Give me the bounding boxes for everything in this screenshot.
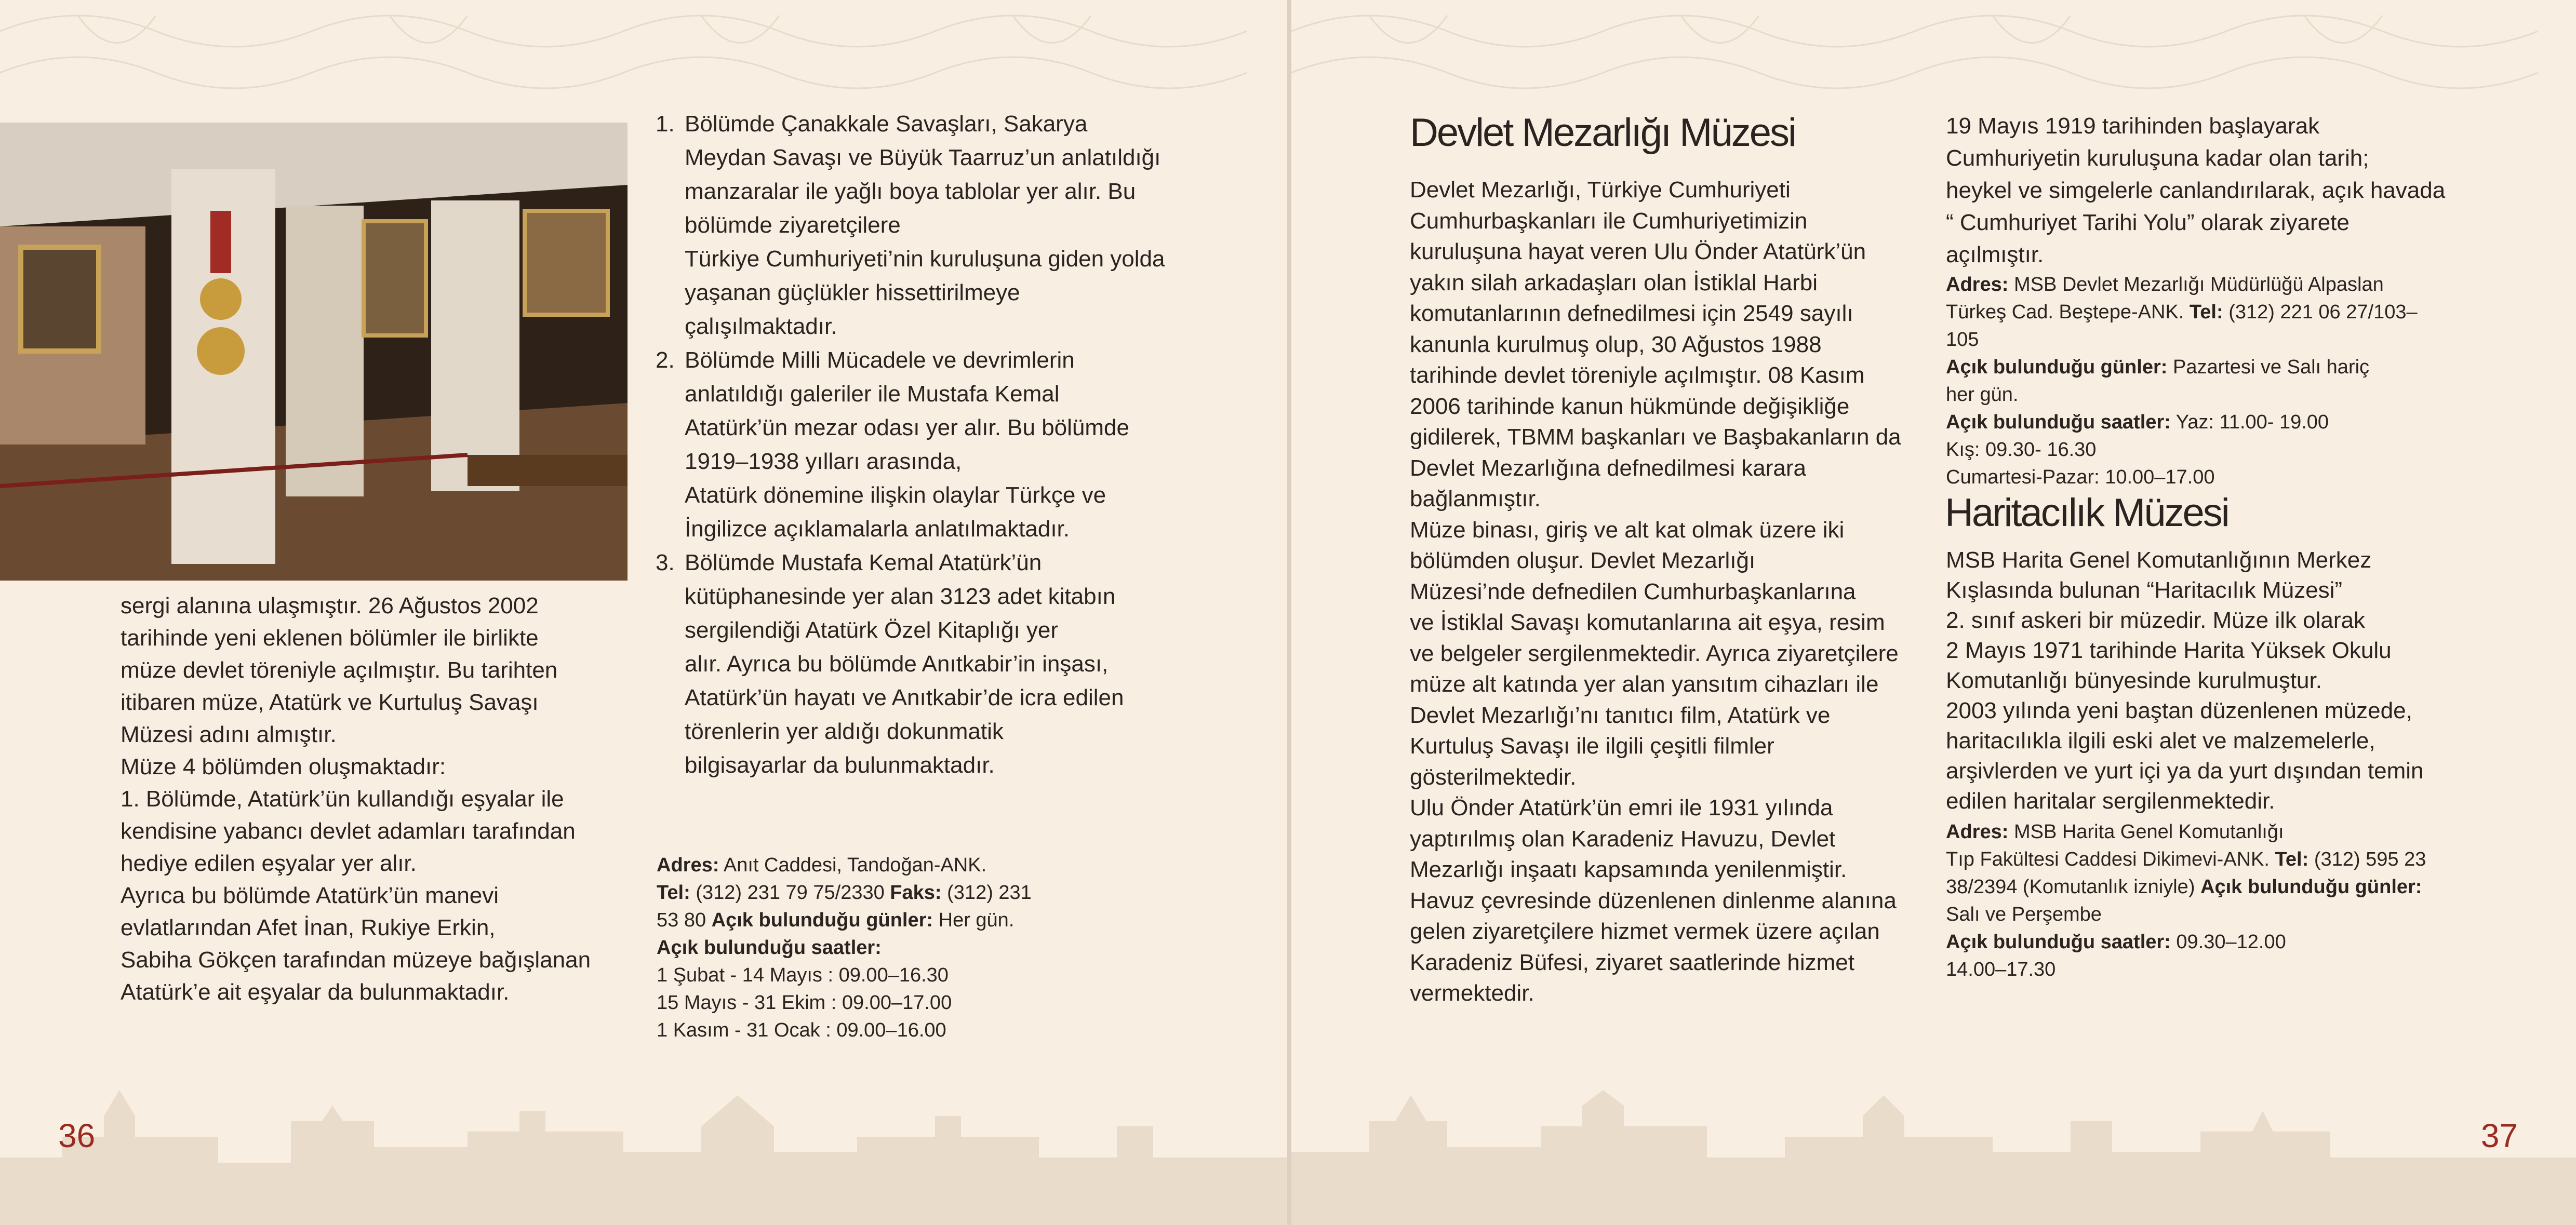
paragraph-line: Devlet Mezarlığı’nı tanıtıcı film, Atatürk ve	[1410, 702, 1831, 728]
list-item	[656, 546, 1258, 782]
skyline-silhouette	[0, 1059, 1287, 1225]
info-label: Açık bulunduğu günler:	[1946, 356, 2168, 378]
paragraph-line: sergi alanına ulaşmıştır. 26 Ağustos 2002	[121, 593, 539, 618]
list-line: bilgisayarlar da bulunmaktadır.	[685, 752, 995, 778]
open-days-value: Pazartesi ve Salı hariç	[2172, 356, 2370, 378]
section-heading: Haritacılık Müzesi	[1945, 491, 2228, 535]
info-label: Tel:	[657, 882, 690, 904]
list-line: bölümde ziyaretçilere	[685, 212, 901, 238]
list-line: kütüphanesinde yer alan 3123 adet kitabın	[685, 584, 1116, 609]
paragraph-line: ve İstiklal Savaşı komutanlarına ait eşya, resim	[1410, 610, 1885, 635]
paragraph-line: hediye edilen eşyalar yer alır.	[121, 851, 417, 876]
info-label: Açık bulunduğu saatler:	[657, 937, 882, 959]
paragraph-line: 19 Mayıs 1919 tarihinden başlayarak	[1946, 113, 2320, 139]
section-heading: Devlet Mezarlığı Müzesi	[1410, 111, 1795, 155]
paragraph-line: gelen ziyaretçilere hizmet vermek üzere açılan	[1410, 919, 1880, 944]
visit-info-block	[657, 852, 1259, 1044]
paragraph-line: bağlanmıştır.	[1410, 486, 1541, 511]
paragraph-line: Kurtuluş Savaşı ile ilgili çeşitli filmler	[1410, 733, 1774, 759]
paragraph-line: Müze binası, giriş ve alt kat olmak üzere iki	[1410, 517, 1845, 543]
info-label: Adres:	[1946, 274, 2009, 295]
left-page	[0, 0, 1287, 1225]
paragraph-line: Ayrıca bu bölümde Atatürk’ün manevi	[121, 883, 499, 908]
paragraph-line: Sabiha Gökçen tarafından müzeye bağışlanan	[121, 947, 591, 973]
open-days-value: Her gün.	[938, 909, 1015, 931]
list-number: 1.	[656, 111, 675, 137]
info-label: Açık bulunduğu günler:	[2200, 876, 2422, 898]
list-line: manzaralar ile yağlı boya tablolar yer alır. Bu	[685, 179, 1136, 204]
address-value: Türkeş Cad. Beştepe-ANK.	[1946, 301, 2184, 323]
paragraph-line: “ Cumhuriyet Tarihi Yolu” olarak ziyarete	[1946, 210, 2350, 235]
page-number: 36	[58, 1117, 96, 1154]
paragraph-line: heykel ve simgelerle canlandırılarak, açık havada	[1946, 178, 2446, 203]
address-value: Anıt Caddesi, Tandoğan-ANK.	[723, 854, 987, 876]
ornament-band	[1291, 0, 2576, 119]
phone-value: (312) 231 79 75/2330	[696, 882, 885, 904]
paragraph-line: gösterilmektedir.	[1410, 764, 1577, 790]
paragraph-line: 1. Bölümde, Atatürk’ün kullandığı eşyalar ile	[121, 786, 564, 812]
hours-line: 1 Kasım - 31 Ocak : 09.00–16.00	[657, 1019, 946, 1041]
fax-value: 53 80	[657, 909, 706, 931]
paragraph-line: Müzesi’nde defnedilen Cumhurbaşkanlarına	[1410, 578, 1856, 604]
paragraph-line: kanunla kurulmuş olup, 30 Ağustos 1988	[1410, 331, 1822, 357]
skyline-silhouette	[1291, 1059, 2576, 1225]
phone-value: 105	[1946, 329, 1979, 351]
right-page	[1291, 0, 2576, 1225]
devlet-info-block	[1946, 271, 2543, 491]
paragraph-line: tarihinde yeni eklenen bölümler ile birlikte	[121, 625, 539, 651]
paragraph-line: 2. sınıf askeri bir müzedir. Müze ilk olarak	[1946, 608, 2365, 633]
list-line: Bölümde Mustafa Kemal Atatürk’ün	[685, 550, 1042, 575]
hours-line: 09.30–12.00	[2176, 931, 2286, 953]
paragraph-line: yaptırılmış olan Karadeniz Havuzu, Devlet	[1410, 826, 1836, 852]
paragraph-line: komutanlarının defnedilmesi için 2549 sayılı	[1410, 301, 1853, 326]
paragraph-line: evlatlarından Afet İnan, Rukiye Erkin,	[121, 915, 496, 940]
col2-intro-text	[1946, 110, 2543, 271]
paragraph-line: arşivlerden ve yurt içi ya da yurt dışından temin	[1946, 758, 2424, 784]
address-value: MSB Harita Genel Komutanlığı	[2013, 821, 2284, 843]
paragraph-line: 2003 yılında yeni baştan düzenlenen müzede,	[1946, 698, 2412, 723]
info-label: Faks:	[890, 882, 942, 904]
list-line: Meydan Savaşı ve Büyük Taarruz’un anlatıldığı	[685, 145, 1161, 170]
paragraph-line: yakın silah arkadaşları olan İstiklal Harbi	[1410, 270, 1818, 295]
list-line: Bölümde Çanakkale Savaşları, Sakarya	[685, 111, 1088, 137]
museum-interior-photo	[0, 123, 628, 581]
paragraph-line: 2006 tarihinde kanun hükmünde değişikliğe	[1410, 393, 1850, 419]
list-line: törenlerin yer aldığı dokunmatik	[685, 719, 1004, 744]
paragraph-line: Devlet Mezarlığı, Türkiye Cumhuriyeti	[1410, 177, 1791, 203]
paragraph-line: kendisine yabancı devlet adamları tarafından	[121, 818, 576, 844]
address-value: MSB Devlet Mezarlığı Müdürlüğü Alpaslan	[2013, 274, 2384, 295]
paragraph-line: Karadeniz Büfesi, ziyaret saatlerinde hizmet	[1410, 949, 1854, 975]
info-label: Tel:	[2189, 301, 2223, 323]
devlet-column-text	[1410, 174, 1929, 1009]
list-number: 3.	[656, 550, 675, 575]
paragraph-line: Müzesi adını almıştır.	[121, 722, 337, 747]
paragraph-line: gidilerek, TBMM başkanları ve Başbakanların da	[1410, 424, 1901, 450]
page-number: 37	[2480, 1117, 2518, 1154]
paragraph-line: açılmıştır.	[1946, 242, 2044, 267]
list-line: Atatürk dönemine ilişkin olaylar Türkçe ve	[685, 482, 1106, 508]
list-line: sergilendiği Atatürk Özel Kitaplığı yer	[685, 617, 1059, 643]
book-spine	[1287, 0, 1291, 1225]
paragraph-line: Komutanlığı bünyesinde kurulmuştur.	[1946, 668, 2322, 693]
paragraph-line: vermektedir.	[1410, 980, 1534, 1006]
paragraph-line: kuruluşuna hayat veren Ulu Önder Atatürk’ün	[1410, 239, 1866, 264]
list-item	[656, 343, 1258, 546]
paragraph-line: edilen haritalar sergilenmektedir.	[1946, 788, 2275, 814]
info-label: Açık bulunduğu saatler:	[1946, 411, 2171, 433]
hours-line: 1 Şubat - 14 Mayıs : 09.00–16.30	[657, 964, 949, 986]
list-line: yaşanan güçlükler hissettirilmeye	[685, 280, 1020, 305]
paragraph-line: tarihinde devlet töreniyle açılmıştır. 08 Kasım	[1410, 362, 1865, 388]
list-line: çalışılmaktadır.	[685, 314, 837, 339]
left-column-text	[121, 590, 619, 1008]
paragraph-line: müze alt katında yer alan yansıtım cihazları ile	[1410, 671, 1879, 697]
list-line: 1919–1938 yılları arasında,	[685, 449, 962, 474]
harita-info-block	[1946, 818, 2543, 984]
numbered-list-column	[656, 107, 1258, 782]
info-label: Adres:	[657, 854, 719, 876]
list-line: anlatıldığı galeriler ile Mustafa Kemal	[685, 381, 1060, 407]
list-line: Bölümde Milli Mücadele ve devrimlerin	[685, 347, 1075, 373]
paragraph-line: Ulu Önder Atatürk’ün emri ile 1931 yılında	[1410, 795, 1833, 820]
paragraph-line: Kışlasında bulunan “Haritacılık Müzesi”	[1946, 577, 2342, 603]
list-line: Atatürk’ün hayatı ve Anıtkabir’de icra edilen	[685, 685, 1124, 710]
info-label: Adres:	[1946, 821, 2009, 843]
paragraph-line: 2 Mayıs 1971 tarihinde Harita Yüksek Okulu	[1946, 638, 2392, 663]
paragraph-line: ve belgeler sergilenmektedir. Ayrıca ziyaretçilere	[1410, 640, 1899, 666]
hours-line: Cumartesi-Pazar: 10.00–17.00	[1946, 466, 2215, 488]
hours-line: Kış: 09.30- 16.30	[1946, 439, 2097, 461]
paragraph-line: Cumhurbaşkanları ile Cumhuriyetimizin	[1410, 208, 1808, 234]
hours-line: 15 Mayıs - 31 Ekim : 09.00–17.00	[657, 992, 952, 1014]
list-line: Türkiye Cumhuriyeti’nin kuruluşuna giden yolda	[685, 246, 1165, 272]
paragraph-line: Devlet Mezarlığına defnedilmesi karara	[1410, 455, 1807, 481]
hours-line: 14.00–17.30	[1946, 959, 2056, 980]
open-days-value: her gün.	[1946, 384, 2019, 406]
paragraph-line: bölümden oluşur. Devlet Mezarlığı	[1410, 548, 1756, 573]
paragraph-line: haritacılıkla ilgili eski alet ve malzemelerle,	[1946, 728, 2375, 753]
harita-column-text	[1946, 545, 2543, 816]
list-line: alır. Ayrıca bu bölümde Anıtkabir’in inşası,	[685, 651, 1109, 677]
address-value: Tıp Fakültesi Caddesi Dikimevi-ANK.	[1946, 849, 2270, 870]
phone-value: (312) 221 06 27/103–	[2228, 301, 2418, 323]
list-number: 2.	[656, 347, 675, 373]
ornament-band	[0, 0, 1287, 119]
hours-line: Yaz: 11.00- 19.00	[2175, 411, 2329, 433]
open-days-value: Salı ve Perşembe	[1946, 904, 2102, 925]
phone-value: (312) 595 23	[2314, 849, 2426, 870]
list-line: İngilizce açıklamalarla anlatılmaktadır.	[685, 516, 1070, 542]
list-line: Atatürk’ün mezar odası yer alır. Bu bölümde	[685, 415, 1129, 440]
info-label: Açık bulunduğu günler:	[711, 909, 933, 931]
phone-value: 38/2394 (Komutanlık izniyle)	[1946, 876, 2195, 898]
paragraph-line: itibaren müze, Atatürk ve Kurtuluş Savaşı	[121, 690, 539, 715]
info-label: Açık bulunduğu saatler:	[1946, 931, 2171, 953]
info-label: Tel:	[2275, 849, 2309, 870]
paragraph-line: Mezarlığı inşaatı kapsamında yenilenmiştir.	[1410, 857, 1847, 882]
list-item	[656, 107, 1258, 343]
paragraph-line: MSB Harita Genel Komutanlığının Merkez	[1946, 547, 2372, 573]
fax-value: (312) 231	[947, 882, 1032, 904]
paragraph-line: Atatürk’e ait eşyalar da bulunmaktadır.	[121, 979, 510, 1005]
paragraph-line: Havuz çevresinde düzenlenen dinlenme alanına	[1410, 887, 1897, 913]
paragraph-line: Cumhuriyetin kuruluşuna kadar olan tarih;	[1946, 145, 2369, 171]
paragraph-line: müze devlet töreniyle açılmıştır. Bu tarihten	[121, 657, 558, 683]
paragraph-line: Müze 4 bölümden oluşmaktadır:	[121, 754, 446, 779]
